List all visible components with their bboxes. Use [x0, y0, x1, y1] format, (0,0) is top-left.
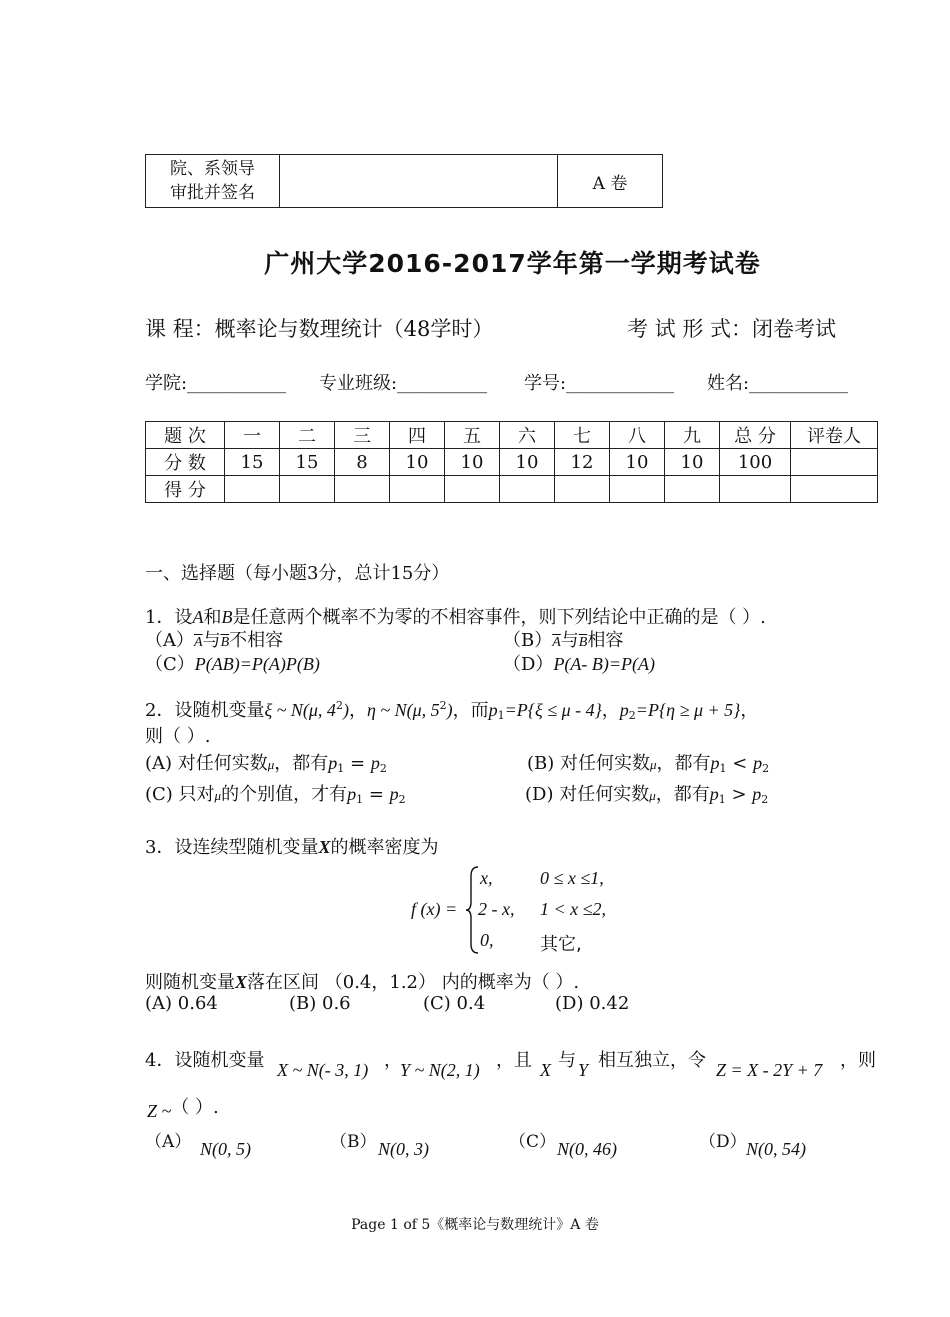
q1-stem: 1．设A和B是任意两个概率不为零的不相容事件，则下列结论中正确的是（ ）. [145, 607, 766, 628]
q3-stem: 3．设连续型随机变量X的概率密度为 [145, 837, 439, 858]
q1-option-a: $(A)\overline{A}$与$\overline{B}$不相容 [145, 630, 284, 651]
q3-fx: f (x) = [411, 899, 458, 919]
score-row-points: 分 数 15 15 8 10 10 10 12 10 10 100 [146, 449, 878, 476]
score-cell[interactable] [445, 476, 500, 503]
score-cell[interactable] [610, 476, 665, 503]
section-heading: 一、选择题（每小题3分，总计15分） [145, 563, 450, 584]
q4-ze: ，则 [840, 1050, 876, 1071]
q4-z-def: Z = X - 2Y + 7 [716, 1060, 823, 1080]
q2-stem: 2．设随机变量ξ ~ N(μ, $4^2$)，η ~ N(μ, $5^2$)，而$p_1=P\{\xi \le \mu - 4\}$，$p_2=P\{\eta \ge \mu + 5\}$， [145, 699, 759, 722]
score-row-header: 题 次 一 二 三 四 五 六 七 八 九 总 分 评卷人 [146, 422, 878, 449]
q4-option-a: N(0, 5) [200, 1139, 251, 1159]
q4-stem: 4．设随机变量 [145, 1050, 265, 1071]
q4-y-dist: Y ~ N(2, 1) [400, 1060, 480, 1080]
case1-cond: 0 ≤ x ≤1, [540, 868, 604, 888]
q2-option-b: (B) 对任何实数μ，都有$p_1 < p_2$ [527, 753, 770, 775]
score-row-obtained: 得 分 [146, 476, 878, 503]
case3-expr: 0, [480, 930, 494, 950]
q4-option-d: N(0, 54) [746, 1139, 806, 1159]
page-footer: Page 1 of 5《概率论与数理统计》A 卷 [351, 1217, 599, 1233]
q4-option-c: N(0, 46) [557, 1139, 617, 1159]
score-table [145, 421, 878, 503]
q4-option-c-label: （C） [509, 1132, 557, 1152]
q4-option-b-label: （B） [330, 1132, 377, 1152]
case3-cond: 其它, [540, 934, 582, 955]
q2-option-a: (A) 对任何实数μ，都有$p_1 = p_2$ [145, 753, 387, 775]
score-cell[interactable] [555, 476, 610, 503]
student-id[interactable]: 学号:____________ [524, 373, 675, 394]
q3-option-a: (A) 0.64 [145, 993, 218, 1014]
score-cell[interactable] [225, 476, 280, 503]
q1-option-c: （C）P(AB)=P(A)P(B) [145, 654, 320, 675]
score-cell[interactable] [335, 476, 390, 503]
q3-option-b: (B) 0.6 [289, 993, 351, 1014]
q3-option-d: (D) 0.42 [555, 993, 630, 1014]
q4-yu: 与 [558, 1050, 576, 1071]
q4-qie: ，且 [496, 1050, 532, 1071]
case2-cond: 1 < x ≤2, [540, 899, 607, 919]
q4-comma: ， [384, 1050, 402, 1071]
q4-option-a-label: （A） [145, 1132, 192, 1152]
score-cell[interactable] [280, 476, 335, 503]
q4-line2: Z ~（ ）. [147, 1097, 219, 1121]
signature-cell[interactable] [280, 155, 558, 208]
student-major[interactable]: 专业班级:__________ [319, 373, 488, 394]
q1-option-b: $(B)\overline{A}$与$\overline{B}$相容 [503, 630, 624, 651]
score-cell[interactable] [720, 476, 791, 503]
q4-option-d-label: （D） [699, 1132, 747, 1152]
exam-form: 考 试 形 式：闭卷考试 [627, 317, 837, 341]
student-name[interactable]: 姓名:___________ [707, 373, 849, 394]
score-cell[interactable] [665, 476, 720, 503]
q2-line2: 则（ ）. [145, 726, 211, 747]
score-cell[interactable] [500, 476, 555, 503]
student-college[interactable]: 学院:___________ [145, 373, 287, 394]
q3-option-c: (C) 0.4 [423, 993, 486, 1014]
q4-option-b: N(0, 3) [378, 1139, 429, 1159]
q4-y: Y [578, 1060, 589, 1080]
q2-option-c: (C) 只对μ的个别值，才有$p_1 = p_2$ [145, 784, 406, 806]
score-cell[interactable] [791, 476, 878, 503]
q4-x-dist: X ~ N(- 3, 1) [277, 1060, 369, 1080]
q4-indep: 相互独立，令 [598, 1050, 706, 1071]
case2-expr: 2 - x, [478, 899, 515, 919]
approval-label: 院、系领导 审批并签名 [146, 155, 280, 208]
approval-box [145, 154, 663, 208]
course-line: 课 程：概率论与数理统计（48学时） [145, 317, 494, 341]
exam-title: 广州大学2016-2017学年第一学期考试卷 [264, 249, 761, 278]
q4-x: X [540, 1060, 551, 1080]
q2-option-d: (D) 对任何实数μ，都有$p_1 > p_2$ [525, 784, 769, 806]
paper-type: A 卷 [558, 155, 663, 208]
score-cell[interactable] [390, 476, 445, 503]
q1-option-d: （D）P(A- B)=P(A) [503, 654, 656, 675]
q3-line2: 则随机变量X落在区间 （0.4，1.2） 内的概率为（ ）. [145, 972, 580, 993]
case1-expr: x, [480, 868, 493, 888]
